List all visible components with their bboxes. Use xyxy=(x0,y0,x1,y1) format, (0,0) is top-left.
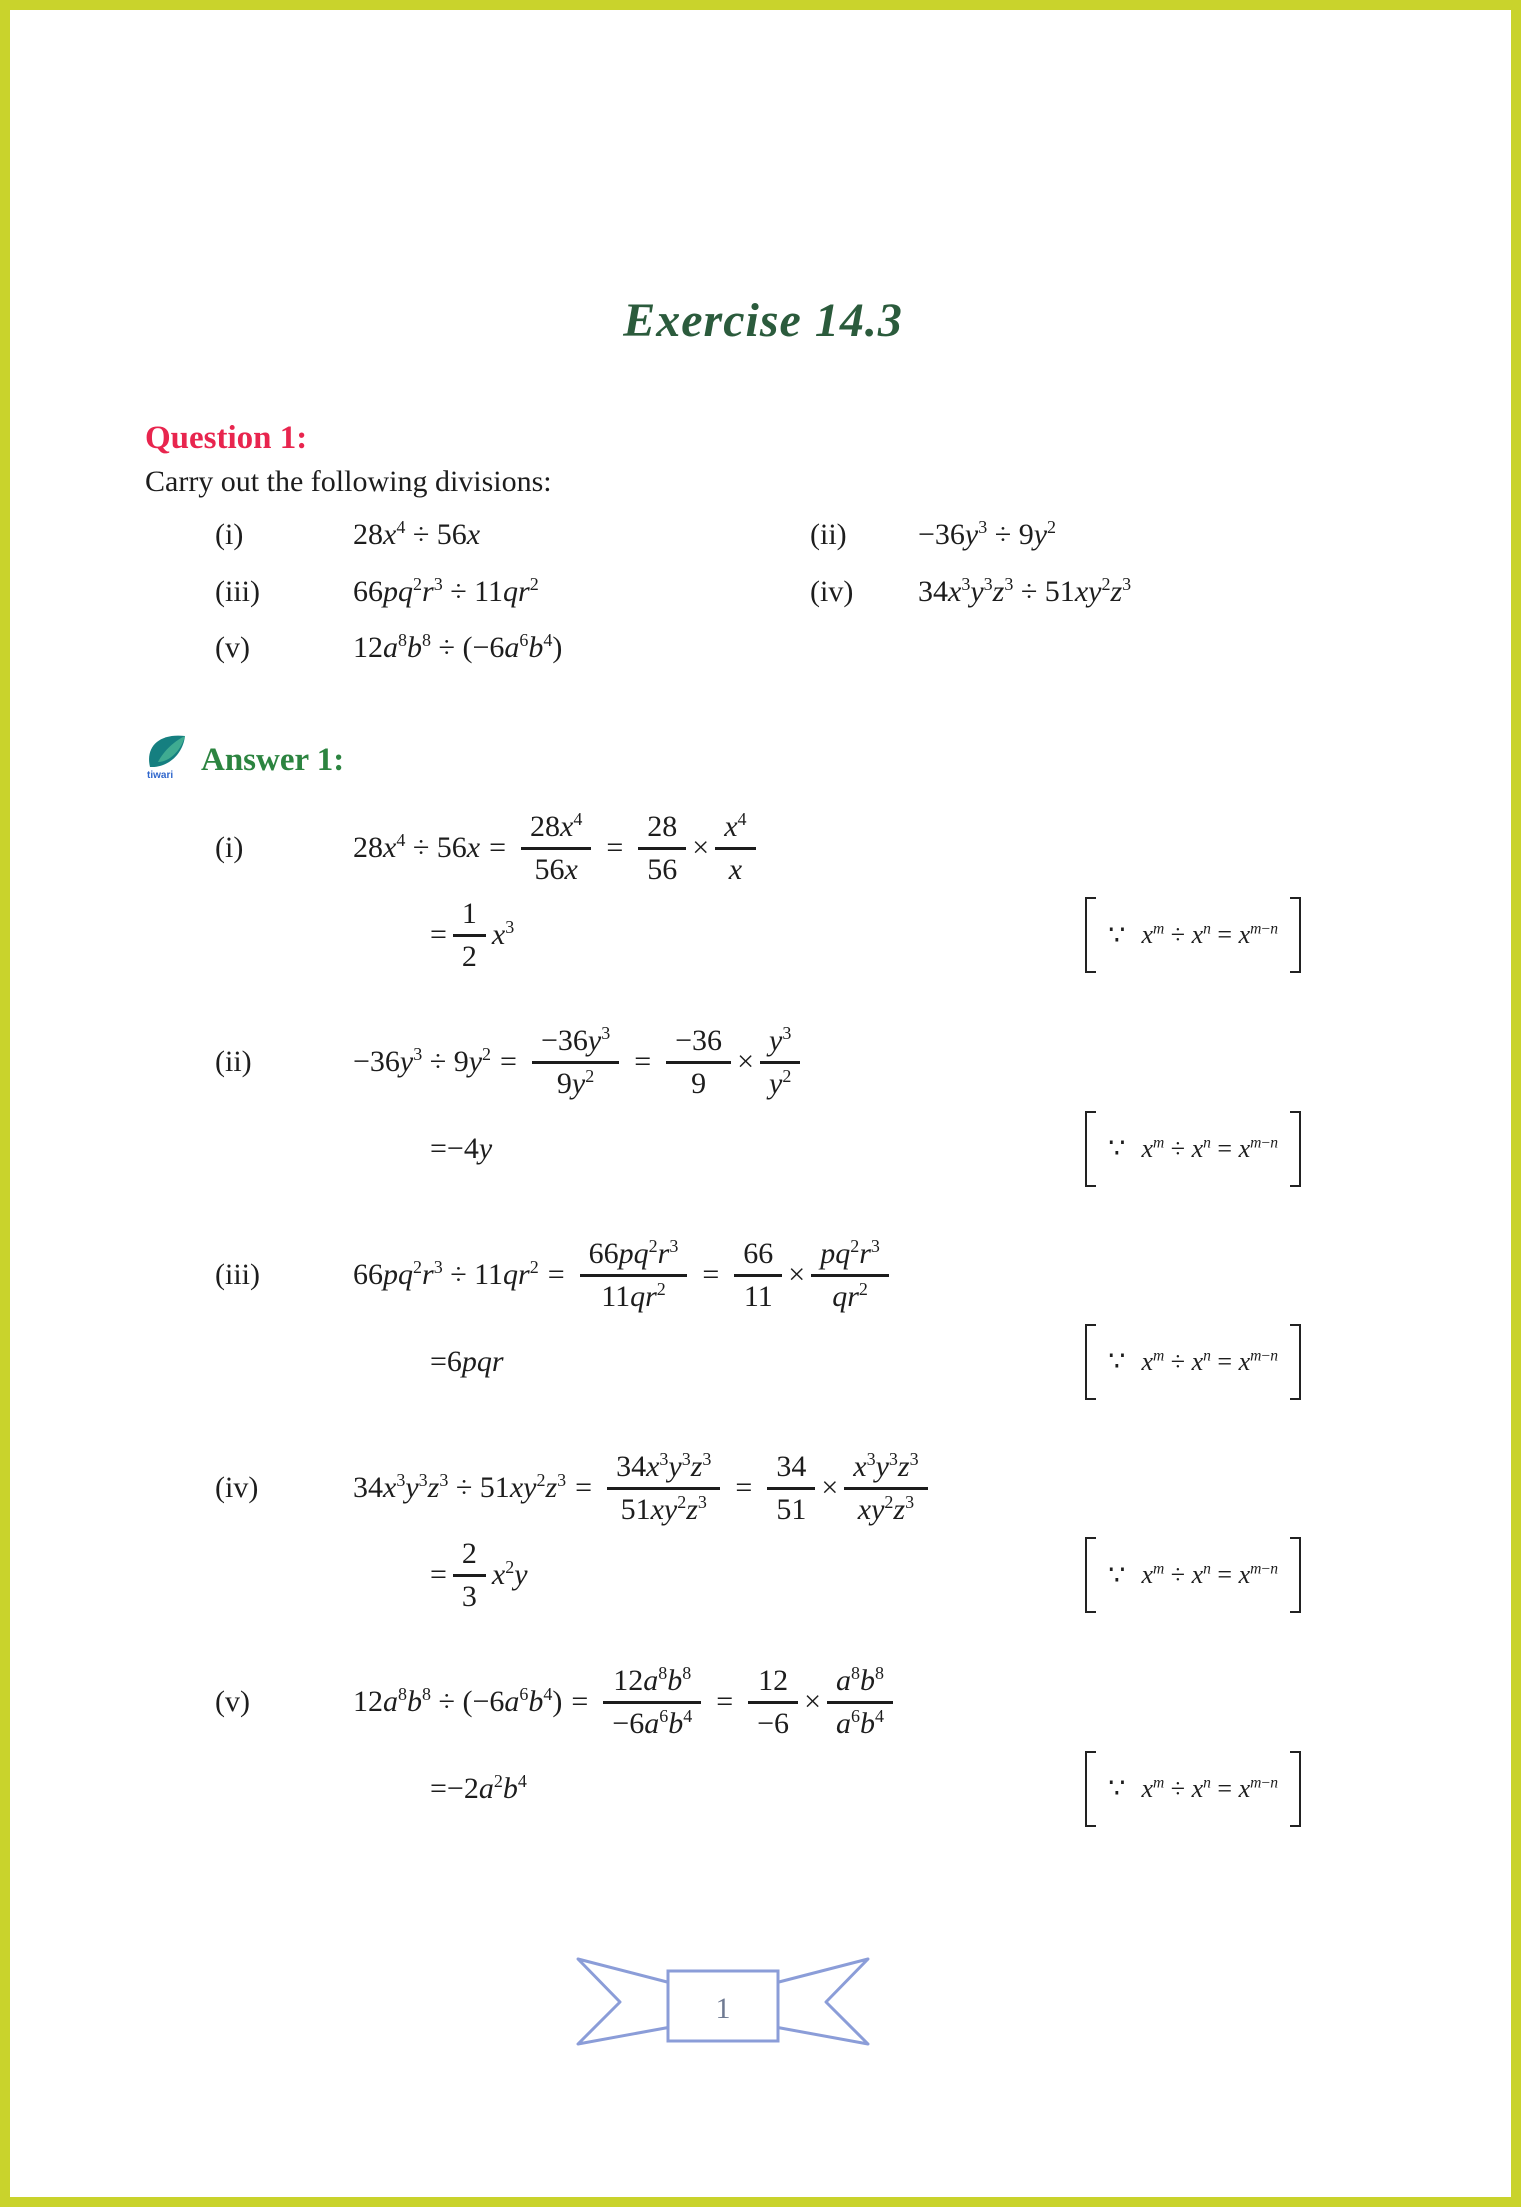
item-label: (i) xyxy=(215,518,244,551)
rule-text: $x^m \div x^n = x^{m-n}$ xyxy=(1141,1560,1278,1589)
item-label: (iii) xyxy=(215,574,260,608)
because-sign: ∵ xyxy=(1108,1559,1126,1590)
question-item xyxy=(145,628,810,669)
equation-row xyxy=(145,810,1301,887)
equals-sign: = xyxy=(430,1558,447,1591)
result-value: −4y xyxy=(446,1131,493,1165)
equation xyxy=(353,810,762,887)
rule-text: $x^m \div x^n = x^{m-n}$ xyxy=(1141,1773,1278,1803)
equation-row xyxy=(145,1237,1301,1314)
fraction: $\frac{x^4}{x}$ xyxy=(715,810,755,887)
item-label: (ii) xyxy=(810,518,847,551)
question-row xyxy=(145,572,1301,613)
times-sign: × xyxy=(737,1045,754,1078)
left-bracket xyxy=(1085,897,1096,973)
fraction: $\frac{28x^4}{56x}$ xyxy=(521,810,591,887)
right-bracket xyxy=(1290,1537,1301,1613)
page-footer xyxy=(145,1945,1301,2068)
answer-heading xyxy=(145,731,1301,790)
fraction: $\frac{66pq^2r^3}{11qr^2}$ xyxy=(580,1237,688,1314)
item-expression: $34x^3y^3z^3 \div 51xy^2z^3$ xyxy=(918,573,1132,608)
tiwari-academy-logo-icon xyxy=(145,731,191,790)
result-value: $x^2y$ xyxy=(491,1557,528,1591)
question-heading: Question 1: xyxy=(145,420,308,456)
times-sign: × xyxy=(788,1258,806,1291)
equals-sign: = xyxy=(489,831,507,864)
equals-sign: = xyxy=(634,1045,652,1078)
rule-text: $x^m \div x^n = x^{m-n}$ xyxy=(1141,920,1278,949)
page-title: Exercise 14.3 xyxy=(623,294,903,347)
left-bracket xyxy=(1085,1537,1096,1613)
because-sign: ∵ xyxy=(1108,919,1126,950)
exponent-rule-note xyxy=(1085,1324,1301,1400)
equals-sign: = xyxy=(430,1131,447,1165)
answer-block xyxy=(145,1450,1301,1614)
equation xyxy=(353,1450,934,1527)
question-list xyxy=(145,515,1301,669)
exponent-rule-note xyxy=(1085,1537,1301,1613)
fraction: $\frac{x^3y^3z^3}{xy^2z^3}$ xyxy=(844,1450,927,1527)
fraction: $\frac{-36y^3}{9y^2}$ xyxy=(532,1024,619,1101)
right-bracket xyxy=(1290,1751,1301,1827)
question-intro: Carry out the following divisions: xyxy=(145,465,552,498)
logo-text: tiwari xyxy=(147,769,174,781)
result-row xyxy=(145,1751,1301,1827)
because-sign: ∵ xyxy=(1108,1346,1126,1376)
equals-sign: = xyxy=(430,918,447,951)
item-expression: $12a^8b^8 \div (-6a^6b^4)$ xyxy=(353,630,563,664)
page-content xyxy=(10,10,1511,2068)
equals-sign: = xyxy=(606,831,624,864)
exponent-rule-note xyxy=(1085,1751,1301,1827)
lhs-expression: $-36y^3 \div 9y^2$ xyxy=(353,1044,492,1078)
times-sign: × xyxy=(821,1471,839,1504)
question-item xyxy=(145,572,810,613)
because-sign: ∵ xyxy=(1108,1773,1126,1803)
lhs-expression: $66pq^2r^3 \div 11qr^2$ xyxy=(353,1257,539,1291)
equals-sign: = xyxy=(500,1045,517,1078)
lhs-expression: $28x^4 \div 56x$ xyxy=(353,830,481,864)
equals-sign: = xyxy=(571,1685,589,1718)
lhs-expression: $34x^3y^3z^3 \div 51xy^2z^3$ xyxy=(353,1470,567,1504)
answer-block xyxy=(145,1024,1301,1187)
result-expression xyxy=(430,1537,528,1614)
result-expression xyxy=(430,1772,527,1806)
item-expression: $28x^4 \div 56x$ xyxy=(353,517,481,551)
right-bracket xyxy=(1290,1111,1301,1187)
item-label: (iv) xyxy=(215,1471,259,1504)
times-sign: × xyxy=(692,831,710,864)
answer-heading-label: Answer 1: xyxy=(201,741,345,778)
fraction: $\frac{66}{11}$ xyxy=(734,1237,782,1314)
fraction: $\frac{34x^3y^3z^3}{51xy^2z^3}$ xyxy=(607,1450,720,1527)
times-sign: × xyxy=(804,1685,821,1718)
result-expression xyxy=(430,1345,504,1379)
equals-sign: = xyxy=(702,1258,720,1291)
result-row xyxy=(145,1537,1301,1614)
fraction: $\frac{2}{3}$ xyxy=(453,1537,486,1614)
equals-sign: = xyxy=(575,1471,593,1504)
left-bracket xyxy=(1085,1324,1096,1400)
equals-sign: = xyxy=(716,1685,734,1718)
question-item xyxy=(145,515,810,556)
exponent-rule-note xyxy=(1085,1111,1301,1187)
item-label: (iii) xyxy=(215,1258,260,1291)
answer-block xyxy=(145,1237,1301,1400)
question-item xyxy=(810,572,1131,613)
equals-sign: = xyxy=(430,1344,447,1378)
right-bracket xyxy=(1290,897,1301,973)
result-expression xyxy=(430,897,514,974)
result-value: 6pqr xyxy=(446,1344,504,1378)
rule-text: $x^m \div x^n = x^{m-n}$ xyxy=(1141,1133,1278,1163)
item-expression: $-36y^3 \div 9y^2$ xyxy=(918,517,1057,551)
item-label: (v) xyxy=(215,631,250,664)
lhs-expression: $12a^8b^8 \div (-6a^6b^4)$ xyxy=(353,1684,563,1718)
because-sign: ∵ xyxy=(1108,1133,1126,1163)
exponent-rule-note xyxy=(1085,897,1301,973)
question-row xyxy=(145,628,1301,669)
equals-sign: = xyxy=(547,1258,565,1291)
result-row xyxy=(145,1324,1301,1400)
equation-row xyxy=(145,1024,1301,1101)
answer-block xyxy=(145,810,1301,974)
page-number: 1 xyxy=(715,1991,731,2025)
fraction: $\frac{a^8b^8}{a^6b^4}$ xyxy=(827,1664,893,1741)
equals-sign: = xyxy=(735,1471,753,1504)
question-item xyxy=(810,515,1056,556)
result-row xyxy=(145,1111,1301,1187)
equation xyxy=(353,1237,895,1314)
fraction: $\frac{34}{51}$ xyxy=(767,1450,815,1527)
result-value: $x^3$ xyxy=(491,917,515,951)
equals-sign: = xyxy=(430,1771,447,1805)
item-label: (v) xyxy=(215,1685,250,1718)
fraction: $\frac{y^3}{y^2}$ xyxy=(760,1024,800,1101)
left-bracket xyxy=(1085,1751,1096,1827)
left-bracket xyxy=(1085,1111,1096,1187)
item-label: (i) xyxy=(215,831,244,864)
result-row xyxy=(145,897,1301,974)
answer-block xyxy=(145,1664,1301,1827)
equation xyxy=(353,1664,899,1741)
item-label: (iv) xyxy=(810,574,854,608)
fraction: $\frac{pq^2r^3}{qr^2}$ xyxy=(811,1237,889,1314)
fraction: $\frac{12}{-6}$ xyxy=(748,1664,798,1741)
equation xyxy=(353,1024,806,1101)
item-expression: $66pq^2r^3 \div 11qr^2$ xyxy=(353,573,539,608)
question-row xyxy=(145,515,1301,556)
fraction: $\frac{12a^8b^8}{-6a^6b^4}$ xyxy=(603,1664,701,1741)
equation-row xyxy=(145,1664,1301,1741)
rule-text: $x^m \div x^n = x^{m-n}$ xyxy=(1141,1346,1278,1376)
fraction: $\frac{1}{2}$ xyxy=(453,897,486,974)
right-bracket xyxy=(1290,1324,1301,1400)
page-number-ribbon xyxy=(568,1945,878,2063)
result-expression xyxy=(430,1132,492,1166)
fraction: $\frac{28}{56}$ xyxy=(638,810,686,887)
equation-row xyxy=(145,1450,1301,1527)
result-value: $-2a^2b^4$ xyxy=(446,1770,527,1805)
fraction: $\frac{-36}{9}$ xyxy=(666,1024,731,1101)
item-label: (ii) xyxy=(215,1045,252,1078)
